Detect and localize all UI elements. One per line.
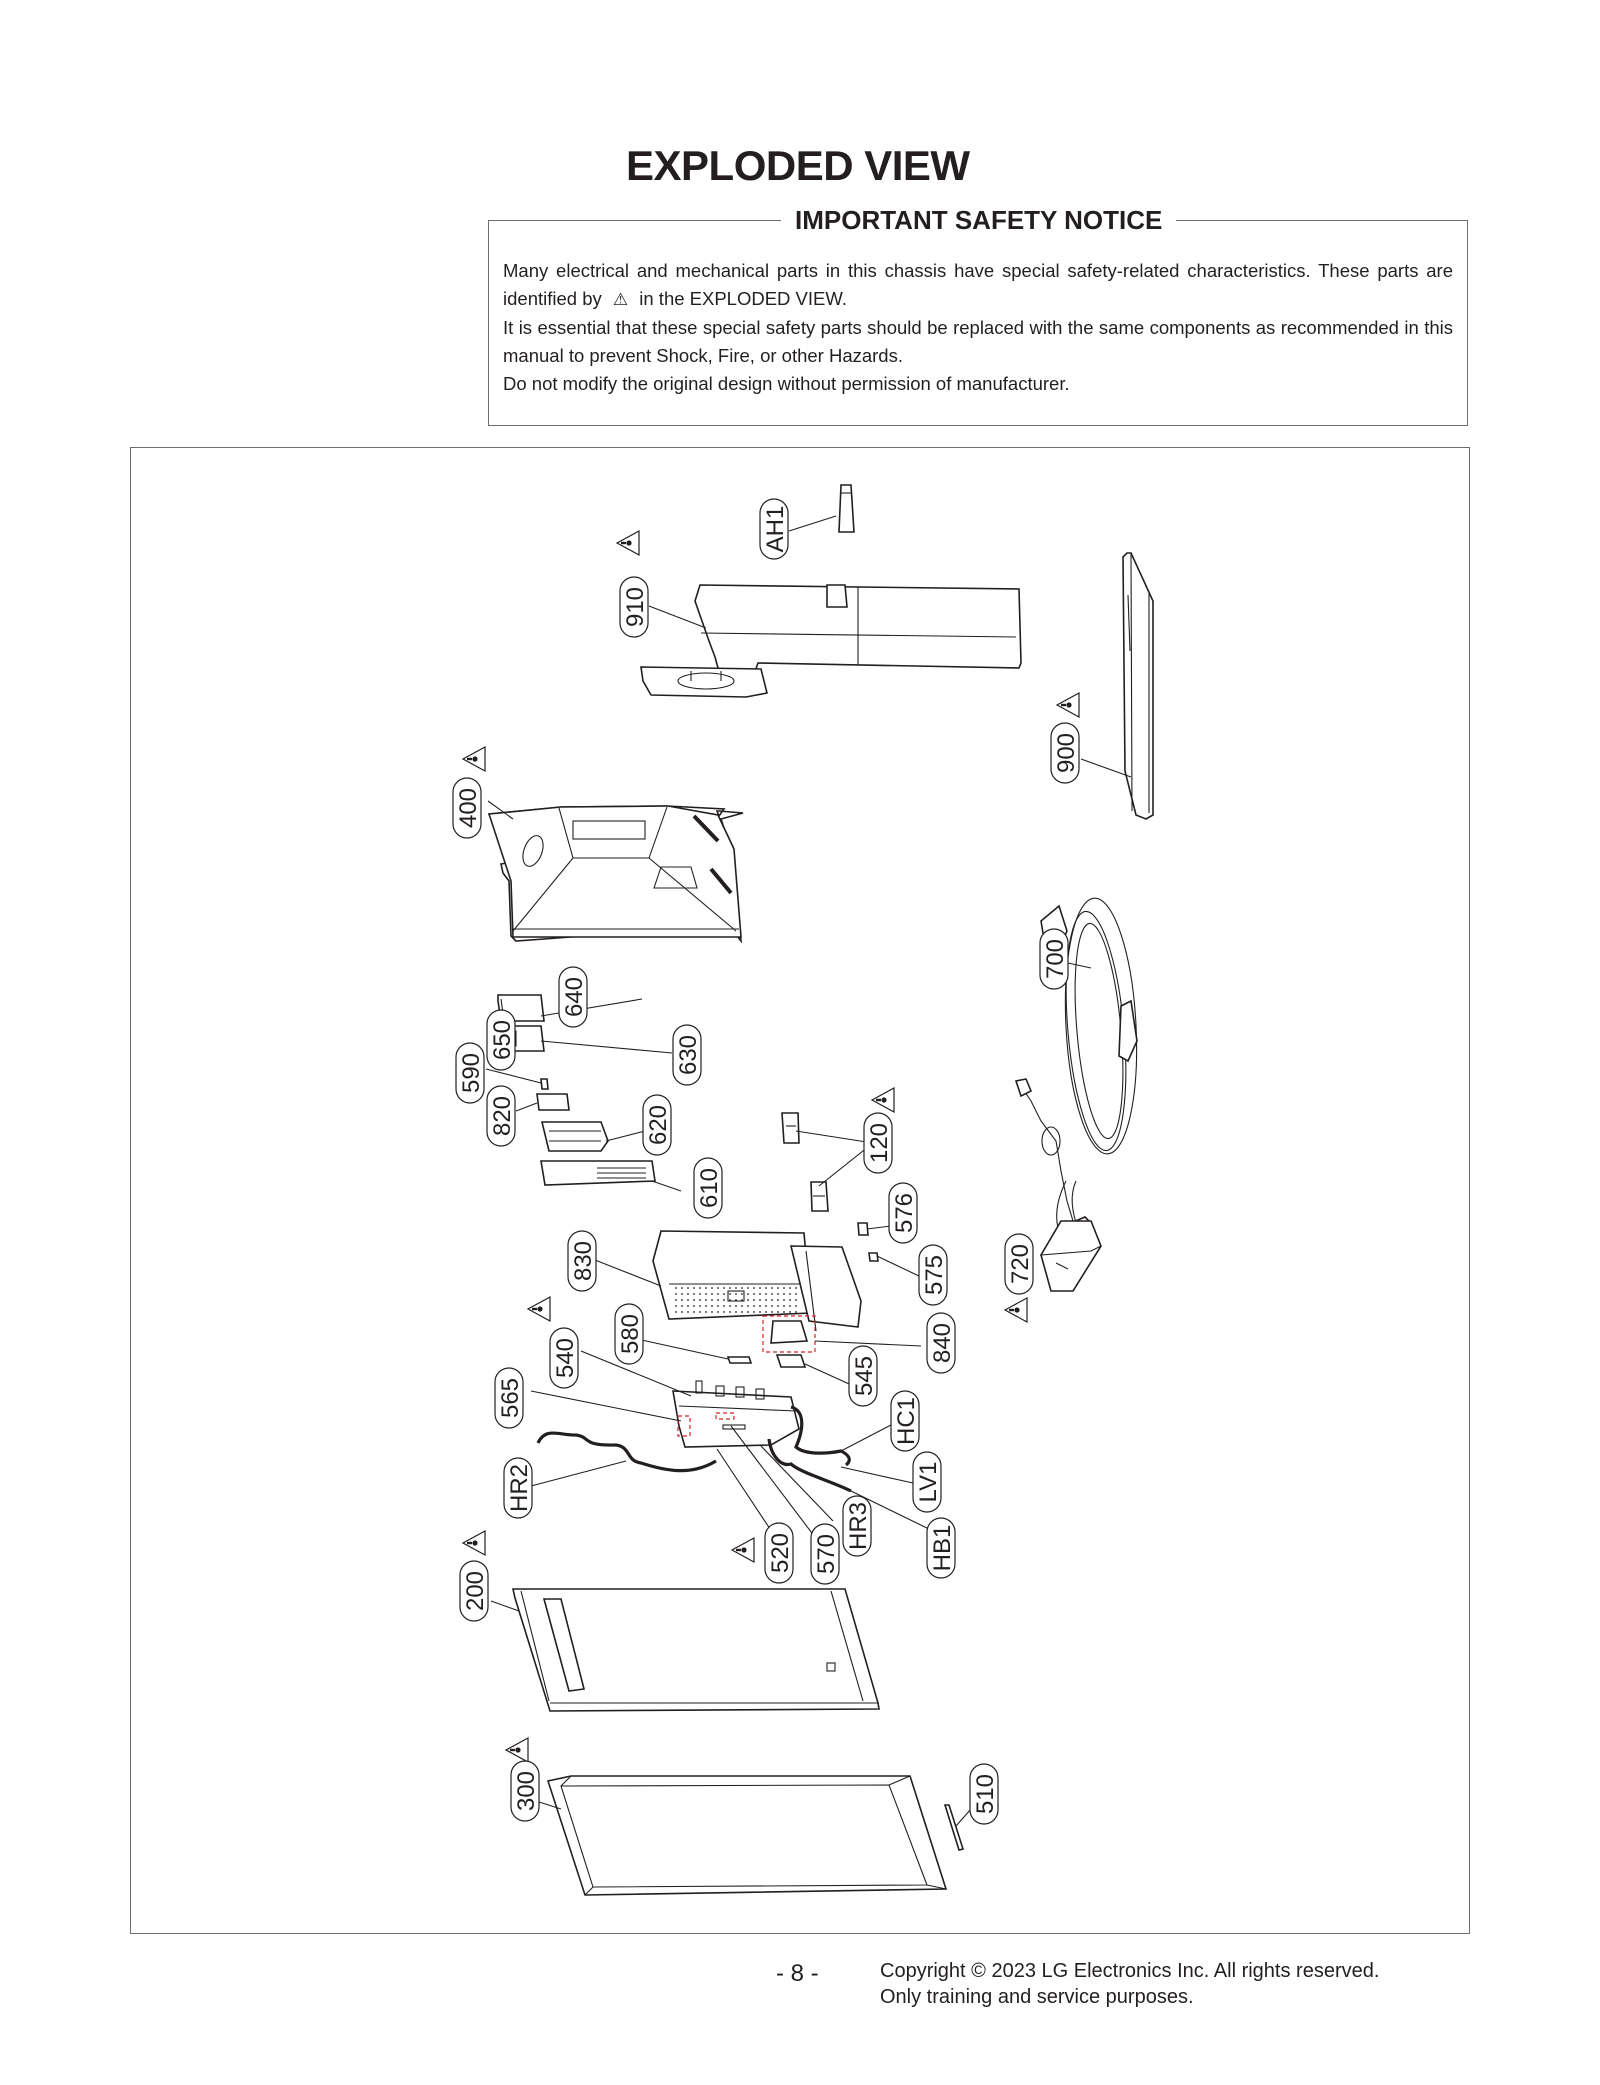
part-label-hr3 [843,1496,872,1556]
svg-text:120: 120 [866,1122,893,1164]
safety-notice-paragraph-2: It is essential that these special safety parts should be replaced with the same components as recommended in this manual to prevent Shock, Fire, or other Hazards. [503,317,1453,366]
part-label-650 [487,1010,516,1070]
svg-text:LV1: LV1 [915,1461,942,1503]
svg-text:630: 630 [675,1034,702,1076]
svg-text:910: 910 [622,586,649,628]
part-label-580 [615,1304,644,1364]
part-610-bracket-drawing [541,1161,655,1185]
svg-text:820: 820 [489,1095,516,1137]
copyright-notice [880,1958,1379,2010]
part-510-drawing [945,1805,963,1850]
part-label-510 [970,1764,999,1824]
safety-notice-paragraph-3: Do not modify the original design without permission of manufacturer. [503,373,1070,394]
part-label-576 [889,1183,918,1243]
part-label-ah1 [760,499,789,559]
part-830-shield-drawing [653,1231,861,1331]
part-label-640 [559,967,588,1027]
part-400-rear-cover-drawing [489,806,743,941]
svg-text:HR2: HR2 [506,1463,533,1513]
svg-text:570: 570 [813,1533,840,1575]
part-label-200 [460,1561,489,1621]
warning-triangle-icon: ⚠ [612,290,629,309]
svg-text:300: 300 [513,1770,540,1812]
part-label-720 [1005,1234,1034,1294]
part-120-holder-drawing [782,1113,828,1211]
part-900-back-panel-drawing [1123,553,1153,819]
svg-text:200: 200 [462,1570,489,1612]
exploded-view-diagram [130,447,1470,1934]
svg-text:610: 610 [696,1167,723,1209]
safety-warning-icon [463,747,485,771]
part-label-820 [487,1086,516,1146]
svg-text:HB1: HB1 [929,1524,956,1572]
svg-text:HC1: HC1 [893,1396,920,1446]
part-label-900 [1051,723,1080,783]
part-label-120 [864,1113,893,1173]
part-300-front-frame-drawing [548,1776,946,1895]
part-840-jack-board-drawing [763,1316,815,1352]
part-label-630 [673,1025,702,1085]
part-label-hb1 [927,1518,956,1578]
safety-warning-icon [617,531,639,555]
part-label-400 [453,778,482,838]
safety-warning-icon [732,1538,754,1562]
part-label-520 [765,1523,794,1583]
part-label-hc1 [891,1391,920,1451]
part-620-bracket-drawing [542,1122,608,1151]
part-label-hr2 [504,1458,533,1518]
svg-text:400: 400 [455,787,482,829]
page-number: - 8 - [776,1960,819,1987]
part-590-820-drawing [537,1079,569,1110]
svg-text:HR3: HR3 [845,1501,872,1551]
svg-text:565: 565 [497,1377,524,1419]
part-200-chassis-drawing [513,1589,879,1711]
part-label-545 [849,1346,878,1406]
svg-text:520: 520 [767,1532,794,1574]
part-label-575 [919,1245,948,1305]
svg-text:540: 540 [552,1337,579,1379]
svg-text:720: 720 [1007,1243,1034,1285]
copyright-line-2: Only training and service purposes. [880,1986,1194,2008]
safety-warning-icon [506,1738,528,1762]
part-label-570 [811,1524,840,1584]
svg-text:840: 840 [929,1322,956,1364]
safety-warning-icon [1005,1298,1027,1322]
safety-warning-icon [463,1531,485,1555]
svg-text:830: 830 [570,1240,597,1282]
safety-notice-title: IMPORTANT SAFETY NOTICE [781,205,1176,235]
page-title: EXPLODED VIEW [626,142,970,189]
notice-text: Many electrical and mechanical parts in this chassis have special safety-related characteristics. These parts are identified by [503,260,1453,309]
svg-text:AH1: AH1 [762,505,789,553]
part-label-700 [1040,929,1069,989]
svg-text:900: 900 [1053,732,1080,774]
part-910-stand-drawing [641,585,1021,697]
part-ah1-drawing [839,485,854,532]
svg-text:545: 545 [851,1355,878,1397]
part-label-840 [927,1313,956,1373]
svg-text:576: 576 [891,1192,918,1234]
svg-text:510: 510 [972,1773,999,1815]
safety-warning-icon [528,1297,550,1321]
part-label-lv1 [913,1452,942,1512]
part-label-590 [456,1043,485,1103]
part-label-540 [550,1328,579,1388]
part-label-300 [511,1761,540,1821]
copyright-line-1: Copyright © 2023 LG Electronics Inc. All rights reserved. [880,1960,1380,1982]
notice-text: in the EXPLODED VIEW. [639,288,847,309]
svg-text:650: 650 [489,1019,516,1061]
svg-text:620: 620 [645,1104,672,1146]
part-label-910 [620,577,649,637]
svg-text:575: 575 [921,1254,948,1296]
part-label-620 [643,1095,672,1155]
part-label-565 [495,1368,524,1428]
part-580-545-drawing [728,1355,805,1367]
svg-text:640: 640 [561,976,588,1018]
svg-text:590: 590 [458,1052,485,1094]
svg-text:580: 580 [617,1313,644,1355]
safety-warning-icon [872,1088,894,1112]
part-label-610 [694,1158,723,1218]
svg-text:700: 700 [1042,938,1069,980]
part-label-830 [568,1231,597,1291]
part-540-main-board-drawing [673,1381,799,1447]
safety-warning-icon [1057,693,1079,717]
